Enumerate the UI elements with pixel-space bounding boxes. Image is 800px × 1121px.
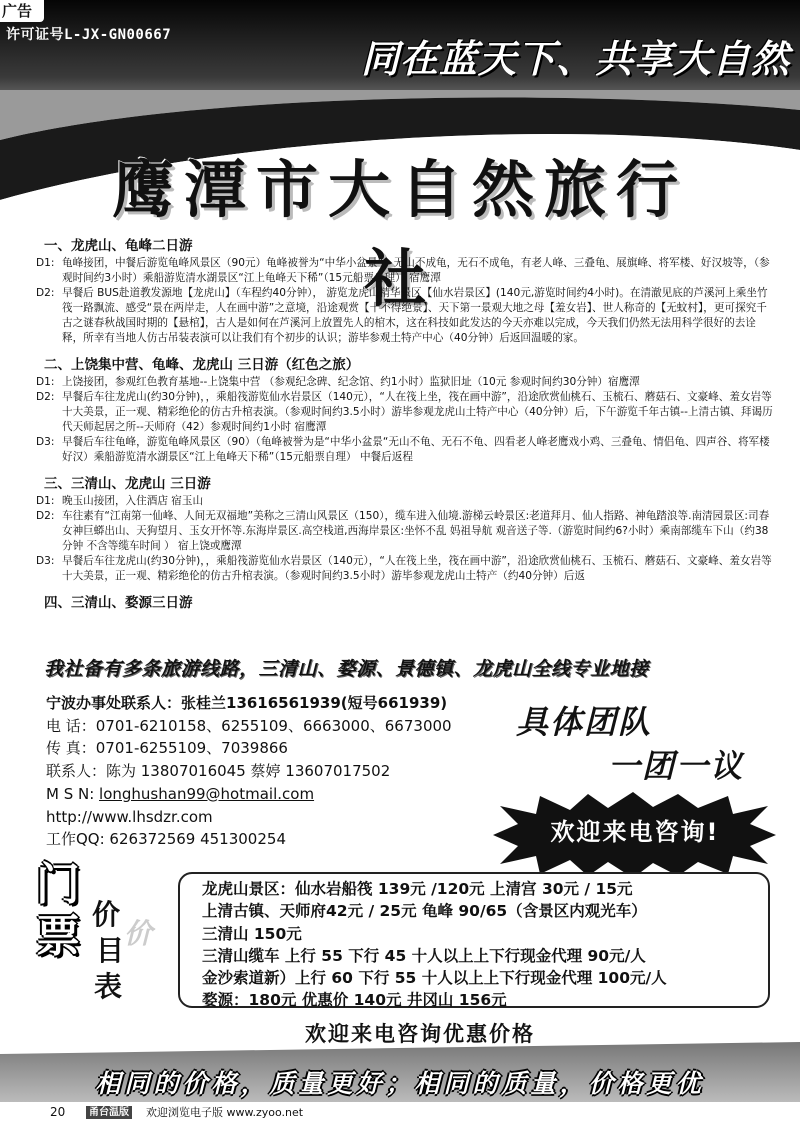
day-label: D2: — [36, 287, 55, 299]
price-line: 婺源：180元 优惠价 140元 井冈山 156元 — [202, 991, 507, 1010]
ticket-char-biao: 表 — [94, 970, 123, 1003]
day-text: 早餐后车往龟峰，游览龟峰风景区（90）（龟峰被誉为是“中华小盆景“无山不龟、无石不龟、四看老人峰老鹰戏小鸡、三叠龟、情侣龟、四声谷、将军楼好汉）乘船游览清水湖景区“江上龟峰天下稀”（15元船票自理） 中餐后返程 — [62, 436, 770, 463]
phone-line: 电 话：0701-6210158、6255109、6663000、6673000 — [46, 716, 452, 735]
route-3 — [36, 476, 774, 584]
day-label: D2: — [36, 391, 55, 403]
day-label: D1: — [36, 376, 55, 388]
route-title: 一、龙虎山、龟峰二日游 — [44, 238, 193, 254]
website-link[interactable]: http://www.lhsdzr.com — [46, 807, 213, 826]
route-day — [36, 435, 774, 465]
bottom-slogan: 相同的价格，质量更好；相同的质量，价格更优 — [95, 1069, 705, 1098]
page-number: 20 — [50, 1105, 66, 1119]
fax-line: 传 真：0701-6255109、7039866 — [46, 739, 288, 758]
day-text: 早餐后车往龙虎山(约30分钟)，，乘船筏游览仙水岩景区（140元），“人在筏上坐，筏在画中游”，沿途欣赏仙桃石、玉梳石、蘑菇石、文豪峰、羞女岩等十大美景，正一观、精彩绝伦的仿古升棺表演。（参观时间约3.5小时）游毕参观龙虎山土特产中心（40分钟）后，下午游览千年古镇--上清古镇、拜谒历代天师起居之所--天师府（42）参观时间约1小时 宿鹰潭 — [62, 391, 773, 433]
route-title: 四、三清山、婺源三日游 — [44, 595, 193, 611]
day-text: 早餐后车往龙虎山(约30分钟)，，乘船筏游览仙水岩景区（140元），“人在筏上坐，筏在画中游”，沿途欣赏仙桃石、玉梳石、蘑菇石、文豪峰、羞女岩等十大美景，正一观、精彩绝伦的仿古升棺表演。（参观时间约3.5小时）游毕参观龙虎山土特产（约40分钟）后返 — [62, 555, 772, 582]
ticket-price-badge — [36, 848, 186, 1008]
route-day — [36, 286, 774, 346]
contact-block — [46, 692, 516, 851]
route-title: 二、上饶集中营、龟峰、龙虎山 三日游（红色之旅） — [44, 357, 360, 373]
msn-line — [46, 783, 516, 806]
ningbo-office-contact: 宁波办事处联系人：张桂兰13616561939(短号661939) — [46, 694, 448, 712]
day-text: 早餐后 BUS赴道教发源地【龙虎山】（车程约40分钟）， 游览龙虎山精华景区【仙水岩景区】(140元,游览时间约4小时)。在清澈见底的芦溪河上乘坐竹筏一路飘流、感受“景在两岸走，人在画中游”之意境，沿途观赏【十不得绝景】、天下第一景观大地之母【羞女岩】、世人称奇的【无蚊村】，更可探究千古之谜春秋战国时期的【悬棺】，古人是如何在芦溪河上放置先人的棺木，这在科技如此发达的今天亦难以完成，今天我们仍然无法用科学很好的去诠释，所幸有当地人仿古吊装表演可以让我们有个初步的认识；游毕参观土特产中心（40分钟）后返回温暖的家。 — [62, 287, 768, 344]
team-line-1: 具体团队 — [516, 703, 653, 741]
ticket-char-piao: 票 — [36, 911, 80, 962]
msn-link[interactable]: longhushan99@hotmail.com — [99, 784, 315, 803]
day-label: D3: — [36, 436, 55, 448]
route-1 — [36, 238, 774, 346]
route-day — [36, 509, 774, 554]
route-day — [36, 554, 774, 584]
edition-tag: 甬台温版 — [86, 1106, 132, 1119]
route-title: 三、三清山、龙虎山 三日游 — [44, 476, 211, 492]
day-text: 上饶接团，参观红色教育基地--上饶集中营 （参观纪念碑、纪念馆、约1小时）监狱旧址（10元 参观时间约30分钟）宿鹰潭 — [62, 376, 640, 388]
license-number: 许可证号L-JX-GN00667 — [6, 27, 172, 43]
route-2 — [36, 357, 774, 465]
price-line: 三清山 150元 — [202, 924, 302, 943]
day-label: D2: — [36, 510, 55, 522]
day-label: D1: — [36, 495, 55, 507]
price-line: 上清古镇、天师府42元 / 25元 龟峰 90/65（含景区内观光车） — [202, 902, 647, 921]
price-line: 金沙索道新）上行 60 下行 55 十人以上上下行现金代理 100元/人 — [202, 969, 667, 988]
day-text: 龟峰接团，中餐后游览龟峰风景区（90元）龟峰被誉为“中华小盆景”，无山不成龟，无石不成龟，有老人峰、三叠龟、展旗峰、将军楼、好汉坡等，（参观时间约3小时）乘船游览清水湖景区“江上龟峰天下稀”（15元船票自理） 宿鹰潭 — [62, 257, 770, 284]
route-day — [36, 256, 774, 286]
price-line: 龙虎山景区：仙水岩船筏 139元 /120元 上清宫 30元 / 15元 — [202, 880, 633, 898]
qq-line: 工作QQ: 626372569 451300254 — [46, 830, 286, 849]
ticket-char-men: 门 — [36, 859, 80, 910]
header-slogan: 同在蓝天下、共享大自然 — [360, 37, 790, 81]
footer-site[interactable]: 欢迎浏览电子版 www.zyoo.net — [146, 1106, 304, 1119]
day-text: 车往素有“江南第一仙峰、人间无双福地”美称之三清山风景区（150），缆车进入仙境.游梯云岭景区:老道拜月、仙人指路、神龟踏浪等.南清园景区:司春女神巨蟒出山、天狗望月、玉女开怀等.东海岸景区.高空栈道,西海岸景区:坐怀不乱 妈祖导航 观音送子等.（游览时间约6?小时）乘南部缆车下山（约38分钟 不含等缆车时间 ） 宿上饶或鹰潭 — [62, 510, 770, 552]
team-note — [516, 700, 744, 788]
route-day — [36, 494, 774, 509]
day-label: D3: — [36, 555, 55, 567]
page-footer — [0, 1104, 800, 1121]
price-line: 三清山缆车 上行 55 下行 45 十人以上上下行现金代理 90元/人 — [202, 946, 646, 965]
route-day — [36, 390, 774, 435]
team-line-2: 一团一议 — [608, 747, 745, 785]
service-banner: 我社备有多条旅游线路，三清山、婺源、景德镇、龙虎山全线专业地接 — [44, 658, 649, 680]
ticket-char-mu: 目 — [96, 934, 125, 967]
day-text: 晚玉山接团，入住酒店 宿玉山 — [62, 495, 204, 507]
agency-name: 鹰潭市大自然旅行社 — [111, 153, 688, 315]
welcome-price-heading: 欢迎来电咨询优惠价格 — [305, 1021, 535, 1046]
msn-label: M S N: — [46, 784, 100, 803]
route-4 — [44, 595, 774, 612]
ticket-ghost-char: 价 — [124, 917, 153, 950]
price-list — [178, 872, 770, 1008]
call-us-text: 欢迎来电咨询! — [550, 818, 720, 846]
ticket-char-jia: 价 — [92, 898, 121, 931]
route-day — [36, 375, 774, 390]
ad-tag: 广告 — [0, 0, 44, 22]
day-label: D1: — [36, 257, 55, 269]
contact-people: 联系人：陈为 13807016045 蔡婷 13607017502 — [46, 762, 391, 781]
route-list — [36, 238, 774, 623]
